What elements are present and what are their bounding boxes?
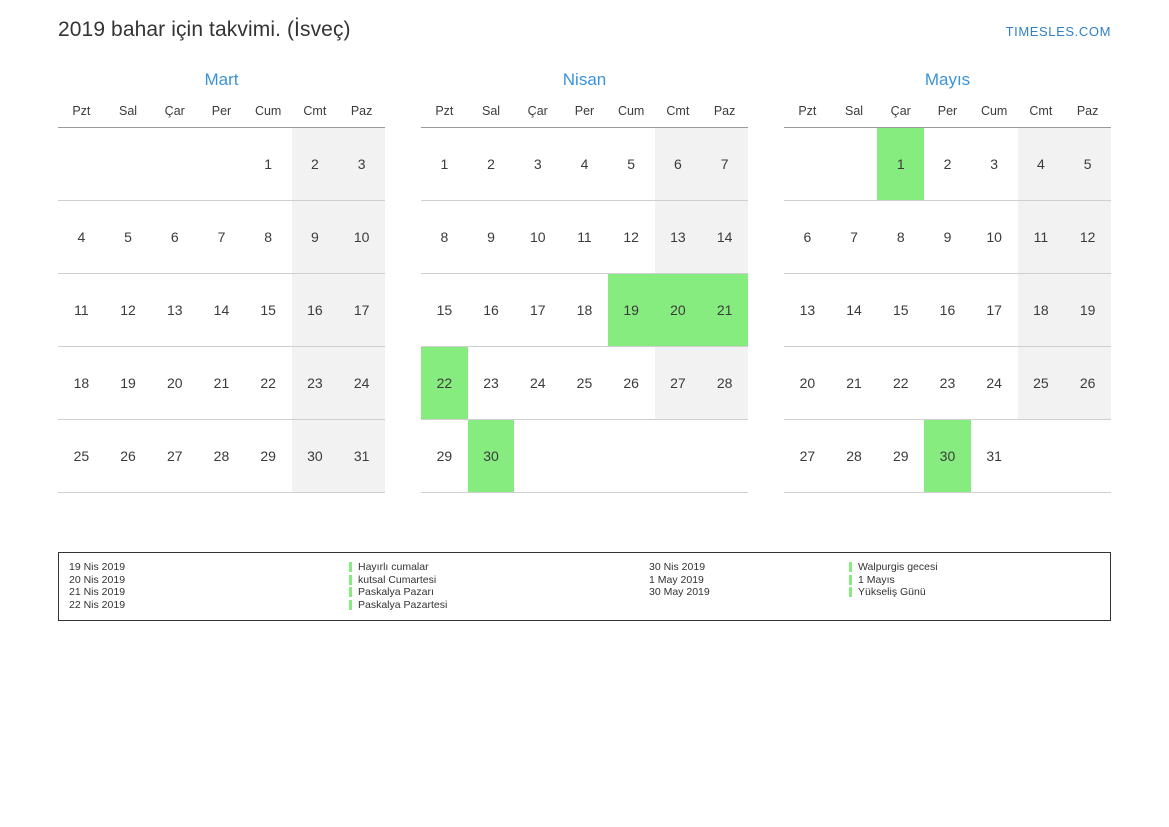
day-cell: 16 <box>292 274 339 347</box>
day-cell: 24 <box>514 347 561 420</box>
legend-date: 22 Nis 2019 <box>69 598 126 611</box>
day-cell: 5 <box>105 201 152 274</box>
calendar-table-nisan <box>421 104 748 493</box>
week-row <box>58 420 385 493</box>
weekday-wed: Çar <box>514 104 561 128</box>
month-block-mart <box>58 70 385 493</box>
legend-names-column-2 <box>849 561 1099 611</box>
day-cell: 29 <box>421 420 468 493</box>
day-cell: 19 <box>105 347 152 420</box>
day-cell: 10 <box>338 201 385 274</box>
week-row <box>58 128 385 201</box>
day-cell: 9 <box>468 201 515 274</box>
day-cell: 26 <box>1064 347 1111 420</box>
day-cell: 8 <box>245 201 292 274</box>
legend-label: 1 Mayıs <box>858 573 895 586</box>
weekday-sat: Cmt <box>1018 104 1065 128</box>
day-cell: 18 <box>58 347 105 420</box>
weekday-sun: Paz <box>1064 104 1111 128</box>
weekday-sat: Cmt <box>292 104 339 128</box>
day-cell: 31 <box>338 420 385 493</box>
weekday-mon: Pzt <box>784 104 831 128</box>
day-cell: 8 <box>421 201 468 274</box>
legend-names-column-1 <box>349 561 649 611</box>
day-cell-holiday: 22 <box>421 347 468 420</box>
weekday-mon: Pzt <box>421 104 468 128</box>
day-cell: 3 <box>514 128 561 201</box>
day-cell: 15 <box>877 274 924 347</box>
holiday-swatch-icon <box>849 587 852 597</box>
week-row <box>421 347 748 420</box>
legend-entry <box>849 561 1099 574</box>
day-cell: 15 <box>245 274 292 347</box>
weekday-mon: Pzt <box>58 104 105 128</box>
calendar-body <box>58 128 385 493</box>
week-row <box>58 347 385 420</box>
day-cell: 8 <box>877 201 924 274</box>
day-cell: 16 <box>924 274 971 347</box>
week-row <box>421 420 748 493</box>
week-row <box>421 201 748 274</box>
day-cell: 5 <box>1064 128 1111 201</box>
day-cell: 2 <box>292 128 339 201</box>
week-row <box>421 128 748 201</box>
legend-label: Hayırlı cumalar <box>358 561 429 573</box>
day-cell: 28 <box>831 420 878 493</box>
day-cell: 21 <box>831 347 878 420</box>
day-cell: 4 <box>58 201 105 274</box>
day-cell: 2 <box>924 128 971 201</box>
day-cell: 6 <box>784 201 831 274</box>
weekday-header-row <box>58 104 385 128</box>
day-cell: 9 <box>924 201 971 274</box>
holiday-swatch-icon <box>349 600 352 610</box>
legend-label: Paskalya Pazarı <box>358 586 434 598</box>
day-cell: 12 <box>105 274 152 347</box>
month-title: Nisan <box>562 70 607 89</box>
day-cell: 23 <box>924 347 971 420</box>
legend-label: Yükseliş Günü <box>858 586 926 598</box>
day-cell: 13 <box>655 201 702 274</box>
legend-entry <box>849 574 1099 587</box>
month-block-nisan <box>421 70 748 493</box>
legend-date: 20 Nis 2019 <box>69 573 126 586</box>
page-title: 2019 bahar için takvimi. (İsveç) <box>58 18 351 41</box>
day-cell <box>198 128 245 201</box>
day-cell <box>831 128 878 201</box>
day-cell: 17 <box>338 274 385 347</box>
day-cell: 14 <box>198 274 245 347</box>
day-cell: 29 <box>877 420 924 493</box>
day-cell: 11 <box>1018 201 1065 274</box>
day-cell <box>655 420 702 493</box>
day-cell <box>608 420 655 493</box>
weekday-header-row <box>421 104 748 128</box>
legend-date: 30 Nis 2019 <box>649 561 706 573</box>
day-cell: 11 <box>561 201 608 274</box>
day-cell: 25 <box>58 420 105 493</box>
day-cell: 18 <box>1018 274 1065 347</box>
day-cell: 15 <box>421 274 468 347</box>
month-title: Mart <box>204 70 239 89</box>
week-row <box>784 201 1111 274</box>
day-cell: 1 <box>421 128 468 201</box>
week-row <box>784 420 1111 493</box>
weekday-thu: Per <box>924 104 971 128</box>
weekday-sat: Cmt <box>655 104 702 128</box>
legend-entry <box>349 599 649 612</box>
weekday-wed: Çar <box>151 104 198 128</box>
day-cell <box>1018 420 1065 493</box>
day-cell: 29 <box>245 420 292 493</box>
legend-date: 30 May 2019 <box>649 586 710 598</box>
day-cell: 12 <box>1064 201 1111 274</box>
day-cell: 22 <box>245 347 292 420</box>
day-cell: 10 <box>514 201 561 274</box>
day-cell: 17 <box>514 274 561 347</box>
day-cell <box>561 420 608 493</box>
day-cell: 14 <box>701 201 748 274</box>
weekday-sun: Paz <box>701 104 748 128</box>
legend-label: kutsal Cumartesi <box>358 573 437 586</box>
legend-dates-column-2 <box>649 561 849 611</box>
day-cell: 11 <box>58 274 105 347</box>
legend-label: Paskalya Pazartesi <box>358 598 448 611</box>
day-cell: 18 <box>561 274 608 347</box>
day-cell-holiday: 1 <box>877 128 924 201</box>
month-title: Mayıs <box>924 70 971 89</box>
day-cell: 12 <box>608 201 655 274</box>
holiday-swatch-icon <box>349 587 352 597</box>
day-cell: 31 <box>971 420 1018 493</box>
weekday-tue: Sal <box>468 104 515 128</box>
brand-link[interactable]: TIMESLES.COM <box>1005 24 1111 39</box>
legend-entry <box>349 561 649 574</box>
holiday-swatch-icon <box>849 575 852 585</box>
day-cell-holiday: 20 <box>655 274 702 347</box>
months-container <box>0 42 1169 493</box>
day-cell: 1 <box>245 128 292 201</box>
day-cell: 23 <box>292 347 339 420</box>
calendar-body <box>421 128 748 493</box>
weekday-thu: Per <box>561 104 608 128</box>
weekday-fri: Cum <box>971 104 1018 128</box>
day-cell: 13 <box>784 274 831 347</box>
day-cell: 3 <box>971 128 1018 201</box>
day-cell: 7 <box>198 201 245 274</box>
day-cell: 26 <box>608 347 655 420</box>
day-cell: 7 <box>701 128 748 201</box>
day-cell: 9 <box>292 201 339 274</box>
day-cell: 22 <box>877 347 924 420</box>
day-cell: 24 <box>338 347 385 420</box>
day-cell: 6 <box>655 128 702 201</box>
calendar-body <box>784 128 1111 493</box>
day-cell: 17 <box>971 274 1018 347</box>
day-cell: 24 <box>971 347 1018 420</box>
weekday-tue: Sal <box>831 104 878 128</box>
day-cell <box>58 128 105 201</box>
day-cell: 20 <box>784 347 831 420</box>
day-cell: 21 <box>198 347 245 420</box>
day-cell-holiday: 30 <box>924 420 971 493</box>
weekday-thu: Per <box>198 104 245 128</box>
day-cell: 6 <box>151 201 198 274</box>
weekday-tue: Sal <box>105 104 152 128</box>
day-cell: 20 <box>151 347 198 420</box>
day-cell: 4 <box>1018 128 1065 201</box>
legend-dates-column-1 <box>69 561 349 611</box>
day-cell: 13 <box>151 274 198 347</box>
weekday-wed: Çar <box>877 104 924 128</box>
day-cell <box>1064 420 1111 493</box>
day-cell: 27 <box>151 420 198 493</box>
calendar-table-mayis <box>784 104 1111 493</box>
calendar-table-mart <box>58 104 385 493</box>
legend-entry <box>849 586 1099 599</box>
day-cell: 3 <box>338 128 385 201</box>
holiday-swatch-icon <box>849 562 852 572</box>
day-cell: 16 <box>468 274 515 347</box>
page-header <box>0 0 1169 42</box>
week-row <box>784 347 1111 420</box>
day-cell <box>105 128 152 201</box>
day-cell-holiday: 21 <box>701 274 748 347</box>
weekday-fri: Cum <box>608 104 655 128</box>
week-row <box>58 201 385 274</box>
legend-box <box>58 552 1111 621</box>
day-cell: 30 <box>292 420 339 493</box>
weekday-sun: Paz <box>338 104 385 128</box>
weekday-header-row <box>784 104 1111 128</box>
legend-date: 1 May 2019 <box>649 573 704 586</box>
week-row <box>58 274 385 347</box>
legend-date: 19 Nis 2019 <box>69 561 126 573</box>
day-cell <box>151 128 198 201</box>
day-cell <box>701 420 748 493</box>
month-block-mayis <box>784 70 1111 493</box>
holiday-swatch-icon <box>349 575 352 585</box>
day-cell: 10 <box>971 201 1018 274</box>
week-row <box>421 274 748 347</box>
day-cell: 27 <box>784 420 831 493</box>
day-cell <box>514 420 561 493</box>
day-cell: 4 <box>561 128 608 201</box>
day-cell: 5 <box>608 128 655 201</box>
day-cell: 28 <box>701 347 748 420</box>
day-cell: 25 <box>1018 347 1065 420</box>
day-cell-holiday: 30 <box>468 420 515 493</box>
day-cell: 26 <box>105 420 152 493</box>
legend-label: Walpurgis gecesi <box>858 561 938 573</box>
day-cell-holiday: 19 <box>608 274 655 347</box>
legend-date: 21 Nis 2019 <box>69 586 126 598</box>
day-cell: 19 <box>1064 274 1111 347</box>
weekday-fri: Cum <box>245 104 292 128</box>
day-cell: 25 <box>561 347 608 420</box>
legend-entry <box>349 586 649 599</box>
day-cell: 2 <box>468 128 515 201</box>
day-cell <box>784 128 831 201</box>
day-cell: 27 <box>655 347 702 420</box>
week-row <box>784 128 1111 201</box>
legend-entry <box>349 574 649 587</box>
week-row <box>784 274 1111 347</box>
day-cell: 28 <box>198 420 245 493</box>
day-cell: 23 <box>468 347 515 420</box>
holiday-swatch-icon <box>349 562 352 572</box>
day-cell: 14 <box>831 274 878 347</box>
day-cell: 7 <box>831 201 878 274</box>
